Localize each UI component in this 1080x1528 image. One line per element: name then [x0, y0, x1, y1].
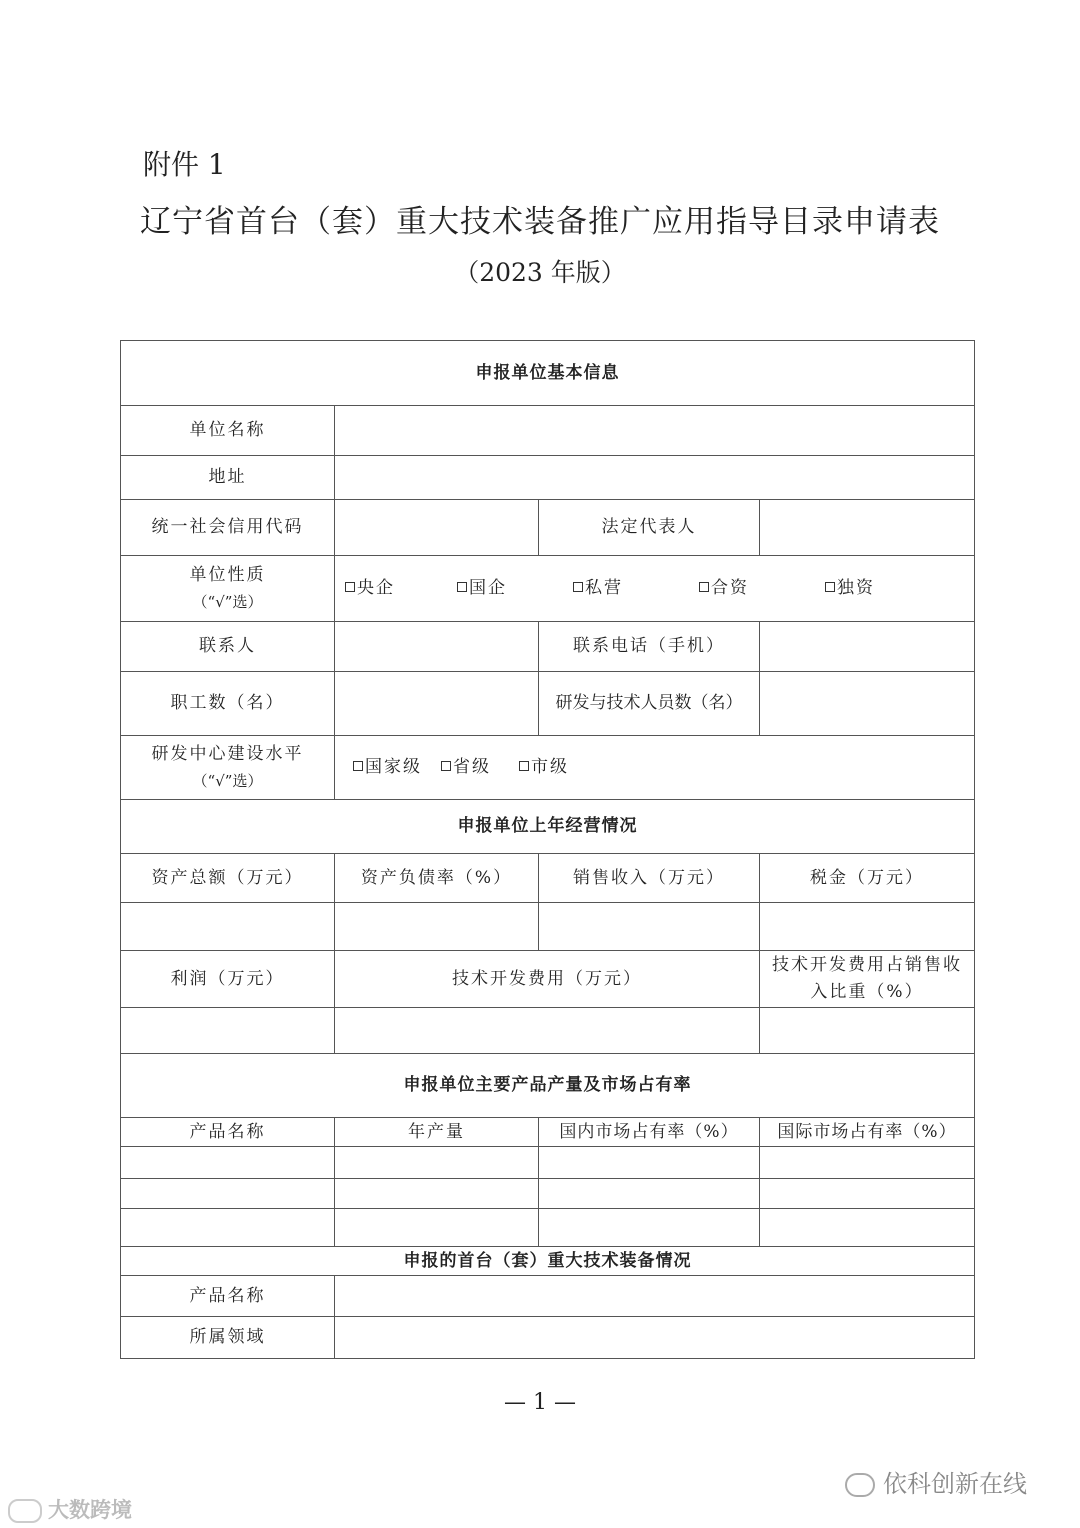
table-cell[interactable]	[121, 1209, 335, 1247]
table-cell[interactable]	[760, 1209, 975, 1247]
employees-label: 职工数（名）	[121, 672, 335, 736]
table-cell[interactable]	[539, 1179, 760, 1209]
rd-center-options	[335, 736, 975, 800]
table-cell[interactable]	[760, 1147, 975, 1179]
rd-center-label	[121, 736, 335, 800]
unit-name-field[interactable]	[335, 406, 975, 456]
sales-field[interactable]	[539, 903, 760, 951]
field-input[interactable]	[335, 1317, 975, 1359]
section-equipment-title: 申报的首台（套）重大技术装备情况	[121, 1247, 975, 1276]
equipment-product-name-field[interactable]	[335, 1276, 975, 1317]
checkbox-icon[interactable]	[441, 761, 451, 771]
sales-label: 销售收入（万元）	[539, 854, 760, 903]
checkbox-icon[interactable]	[345, 582, 355, 592]
unit-nature-hint: （“√”选）	[192, 592, 263, 611]
rd-option-provincial[interactable]: 省级	[441, 754, 519, 781]
rd-center-label-text: 研发中心建设水平	[151, 743, 304, 764]
nature-option-private[interactable]: 私营	[573, 575, 699, 602]
attachment-label: 附件 1	[143, 148, 226, 181]
section-products-title: 申报单位主要产品产量及市场占有率	[121, 1054, 975, 1118]
table-row	[121, 1179, 975, 1209]
address-field[interactable]	[335, 456, 975, 500]
table-cell[interactable]	[335, 1179, 539, 1209]
table-cell[interactable]	[121, 1147, 335, 1179]
nature-option-central[interactable]: 央企	[345, 575, 457, 602]
legal-rep-label: 法定代表人	[539, 500, 760, 556]
debt-ratio-field[interactable]	[335, 903, 539, 951]
col-domestic-share: 国内市场占有率（%）	[539, 1118, 760, 1147]
form-subtitle: （2023 年版）	[454, 258, 626, 287]
watermark-right-text: 依科创新在线	[883, 1470, 1027, 1498]
table-row	[121, 1209, 975, 1247]
checkbox-icon[interactable]	[573, 582, 583, 592]
nature-option-state[interactable]: 国企	[457, 575, 573, 602]
rd-cost-field[interactable]	[335, 1008, 760, 1054]
table-cell[interactable]	[121, 1179, 335, 1209]
contact-label: 联系人	[121, 622, 335, 672]
table-cell[interactable]	[760, 1179, 975, 1209]
unit-nature-label-text: 单位性质	[189, 564, 266, 585]
nature-option-sole[interactable]: 独资	[825, 575, 875, 602]
col-product-name: 产品名称	[121, 1118, 335, 1147]
rd-option-city[interactable]: 市级	[519, 754, 569, 781]
tax-label: 税金（万元）	[760, 854, 975, 903]
checkbox-icon[interactable]	[519, 761, 529, 771]
section-basic-info-title: 申报单位基本信息	[121, 341, 975, 406]
section-operations-title: 申报单位上年经营情况	[121, 800, 975, 854]
checkbox-icon[interactable]	[353, 761, 363, 771]
page-number: — 1 —	[504, 1390, 576, 1415]
watermark-left	[8, 1494, 132, 1524]
form-title: 辽宁省首台（套）重大技术装备推广应用指导目录申请表	[140, 204, 940, 240]
checkbox-icon[interactable]	[825, 582, 835, 592]
profit-label: 利润（万元）	[121, 951, 335, 1008]
unit-name-label: 单位名称	[121, 406, 335, 456]
phone-field[interactable]	[760, 622, 975, 672]
address-label: 地址	[121, 456, 335, 500]
checkbox-icon[interactable]	[457, 582, 467, 592]
nature-option-joint[interactable]: 合资	[699, 575, 825, 602]
application-form-table	[120, 340, 975, 1359]
col-intl-share: 国际市场占有率（%）	[760, 1118, 975, 1147]
credit-code-label: 统一社会信用代码	[121, 500, 335, 556]
employees-field[interactable]	[335, 672, 539, 736]
wechat-icon	[845, 1473, 875, 1497]
table-row	[121, 1147, 975, 1179]
rd-staff-label: 研发与技术人员数（名）	[539, 672, 760, 736]
legal-rep-field[interactable]	[760, 500, 975, 556]
table-cell[interactable]	[335, 1147, 539, 1179]
total-assets-field[interactable]	[121, 903, 335, 951]
unit-nature-label	[121, 556, 335, 622]
total-assets-label: 资产总额（万元）	[121, 854, 335, 903]
watermark-right	[845, 1464, 1027, 1499]
debt-ratio-label: 资产负债率（%）	[335, 854, 539, 903]
contact-field[interactable]	[335, 622, 539, 672]
table-cell[interactable]	[539, 1209, 760, 1247]
col-annual-output: 年产量	[335, 1118, 539, 1147]
field-label: 所属领域	[121, 1317, 335, 1359]
checkbox-icon[interactable]	[699, 582, 709, 592]
table-cell[interactable]	[335, 1209, 539, 1247]
rd-center-hint: （“√”选）	[192, 771, 263, 790]
rd-option-national[interactable]: 国家级	[353, 754, 441, 781]
rd-staff-field[interactable]	[760, 672, 975, 736]
rd-cost-label: 技术开发费用（万元）	[335, 951, 760, 1008]
watermark-left-text: 大数跨境	[48, 1498, 132, 1522]
unit-nature-options	[335, 556, 975, 622]
logo-icon	[8, 1499, 42, 1523]
rd-cost-ratio-field[interactable]	[760, 1008, 975, 1054]
credit-code-field[interactable]	[335, 500, 539, 556]
table-cell[interactable]	[539, 1147, 760, 1179]
tax-field[interactable]	[760, 903, 975, 951]
profit-field[interactable]	[121, 1008, 335, 1054]
rd-cost-ratio-label: 技术开发费用占销售收入比重（%）	[760, 951, 975, 1008]
equipment-product-name-label: 产品名称	[121, 1276, 335, 1317]
phone-label: 联系电话（手机）	[539, 622, 760, 672]
